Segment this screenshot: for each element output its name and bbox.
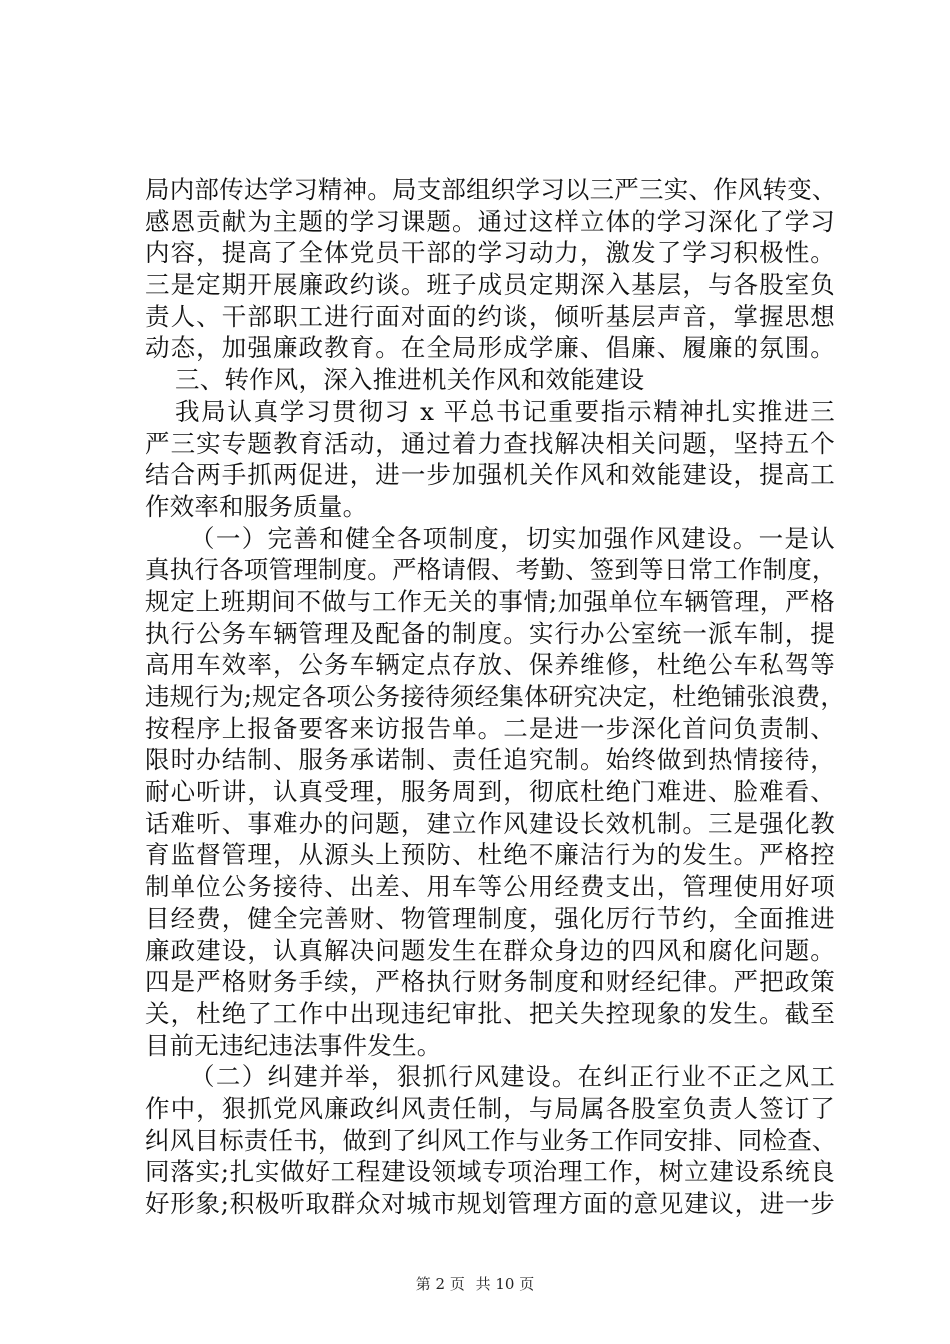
text-line: 内容，提高了全体党员干部的学习动力，激发了学习积极性。 (145, 238, 835, 268)
text-line: 关，杜绝了工作中出现违纪审批、把关失控现象的发生。截至 (145, 998, 835, 1028)
text-line: 纠风目标责任书，做到了纠风工作与业务工作同安排、同检查、 (145, 1125, 837, 1155)
text-line: 高用车效率，公务车辆定点存放、保养维修，杜绝公车私驾等 (145, 650, 835, 680)
text-line: 作中，狠抓党风廉政纠风责任制，与局属各股室负责人签订了 (145, 1093, 835, 1123)
text-line: 真执行各项管理制度。严格请假、考勤、签到等日常工作制度， (145, 555, 837, 585)
page-footer (0, 1274, 950, 1294)
text-line: 规定上班期间不做与工作无关的事情;加强单位车辆管理，严格 (145, 586, 835, 616)
text-line: 我局认真学习贯彻习 x 平总书记重要指示精神扎实推进三 (175, 396, 835, 426)
text-line: 廉政建设，认真解决问题发生在群众身边的四风和腐化问题。 (145, 935, 835, 965)
text-line: 好形象;积极听取群众对城市规划管理方面的意见建议，进一步 (145, 1189, 835, 1218)
text-line: 按程序上报备要客来访报告单。二是进一步深化首问负责制、 (145, 713, 835, 743)
text-line: 局内部传达学习精神。局支部组织学习以三严三实、作风转变、 (145, 175, 837, 204)
page-total: 共 10 页 (475, 1275, 535, 1293)
text-line: 三是定期开展廉政约谈。班子成员定期深入基层，与各股室负 (145, 270, 835, 300)
text-line: 话难听、事难办的问题，建立作风建设长效机制。三是强化教 (145, 808, 835, 838)
section-heading: 三、转作风，深入推进机关作风和效能建设 (175, 365, 645, 395)
text-line: 责人、干部职工进行面对面的约谈，倾听基层声音，掌握思想 (145, 301, 835, 331)
text-line: 严三实专题教育活动，通过着力查找解决相关问题，坚持五个 (145, 428, 835, 458)
text-line: 目经费，健全完善财、物管理制度，强化厉行节约，全面推进 (145, 903, 835, 933)
text-line: 制单位公务接待、出差、用车等公用经费支出，管理使用好项 (145, 872, 835, 902)
text-line: 目前无违纪违法事件发生。 (145, 1030, 442, 1060)
text-line: 育监督管理，从源头上预防、杜绝不廉洁行为的发生。严格控 (145, 840, 835, 870)
text-line: 耐心听讲，认真受理，服务周到，彻底杜绝门难进、脸难看、 (145, 777, 835, 807)
text-line: 同落实;扎实做好工程建设领域专项治理工作，树立建设系统良 (145, 1157, 835, 1187)
text-line: 作效率和服务质量。 (145, 491, 368, 521)
text-line: 限时办结制、服务承诺制、责任追究制。始终做到热情接待， (145, 745, 835, 775)
text-line: （二）纠建并举，狠抓行风建设。在纠正行业不正之风工 (190, 1062, 835, 1092)
text-line: 执行公务车辆管理及配备的制度。实行办公室统一派车制，提 (145, 618, 835, 648)
text-line: 感恩贡献为主题的学习课题。通过这样立体的学习深化了学习 (145, 206, 835, 236)
text-line: （一）完善和健全各项制度，切实加强作风建设。一是认 (190, 523, 835, 553)
document-body (145, 174, 846, 1220)
page-number: 第 2 页 (415, 1275, 465, 1293)
text-line: 动态，加强廉政教育。在全局形成学廉、倡廉、履廉的氛围。 (145, 333, 835, 363)
text-line: 结合两手抓两促进，进一步加强机关作风和效能建设，提高工 (145, 460, 835, 490)
text-line: 四是严格财务手续，严格执行财务制度和财经纪律。严把政策 (145, 967, 835, 997)
text-line: 违规行为;规定各项公务接待须经集体研究决定，杜绝铺张浪费， (145, 682, 846, 711)
